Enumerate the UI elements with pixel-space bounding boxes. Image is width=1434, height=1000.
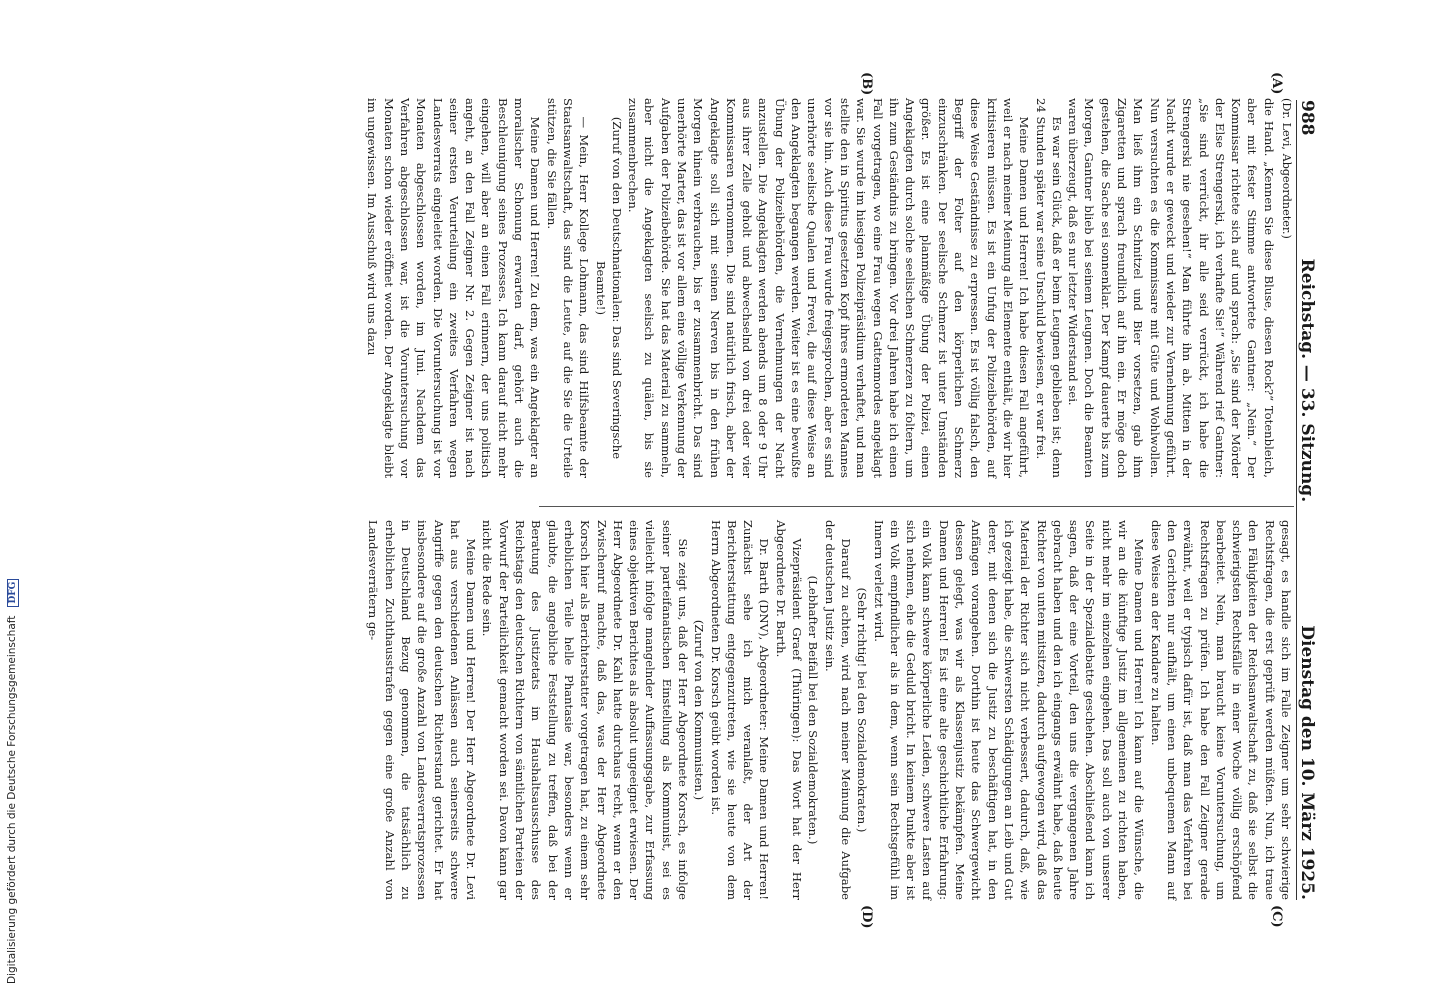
left-text-column	[364, 98, 1294, 478]
margin-mark-b: (B)	[859, 72, 874, 96]
paragraph: gesagt, es handle sich im Falle Zeigner um sehr schwierige Rechtsfragen, die erst geprüft werden müßten. Nun, ich traue den Fähigkeiten der Reichsanwaltschaft zu, daß sie selbst die schwierigsten Rechtsfälle in einer Woche völlig erschöpfend bearbeitet. Nein, man braucht keine Voruntersuchung, um Rechtsfragen zu prüfen. Ich habe den Fall Zeigner gerade erwähnt, weil er typisch dafür ist, daß man das Verfahren bei den Gerichten nur aufhält, um einen unbequemen Mann auf diese Weise an der Kandare zu halten.	[1148, 520, 1293, 900]
speaker-label: (Dr. Levi, Abgeordneter.)	[1280, 98, 1293, 239]
paragraph: Es war sein Glück, daß er beim Leugnen geblieben ist; denn 24 Stunden später war seine Unschuld bewiesen, er war frei.	[1033, 98, 1064, 478]
page-header	[1296, 100, 1329, 900]
column-divider	[539, 506, 1294, 507]
paragraph: — Mein, Herr Kollege Lohmann, das sind Hilfsbeamte der Staatsanwaltschaft, das sind die Leute, auf die Sie die Urteile stützen, die Sie fällen.	[544, 98, 592, 478]
page-number: 988	[1297, 100, 1317, 136]
margin-mark-c: (C)	[1269, 905, 1284, 928]
dfg-logo: DFG	[7, 579, 19, 607]
paragraph: Meine Damen und Herren! Ich kann auf die Wünsche, die wir an die künftige Justiz im allgemeinen zu richten haben, nicht mehr im einzelnen eingehen. Das soll auch von unserer Seite in der Spezialdebatte geschehen. Abschließend kann ich sagen, daß der eine Vorteil, den uns die vergangenen Jahre gebracht haben und den ich eingangs erwähnt habe, daß heute Richter von unten mitsitzen, dadurch aufgewogen wird, daß das Material der Richter sich nicht verbessert, dadurch, daß, wie ich gezeigt habe, die schwersten Schädigungen an Leib und Gut derer, mit denen sich die Justiz zu beschäftigen hat, in den Anfängen vorangehen. Dorthin ist heute das Schwergewicht dessen gelegt, was wir als Klassenjustiz bekämpfen. Meine Damen und Herren! Es ist eine alte geschichtliche Erfahrung: ein Volk kann schwere körperliche Leiden, schwere Lasten auf sich nehmen, ehe die Geduld bricht. In keinem Punkte aber ist ein Volk empfindlicher als in dem, wenn sein Rechtsgefühl im Innern verletzt wird.	[871, 520, 1147, 900]
digitization-note: Digitalisierung gefördert durch die Deutsche Forschungsgemeinschaft	[6, 615, 18, 984]
paragraph: Darauf zu achten, wird nach meiner Meinung die Aufgabe der deutschen Justiz sein.	[822, 520, 853, 900]
right-text-column	[365, 520, 1294, 900]
interjection: (Zuruf von den Kommunisten.)	[692, 619, 707, 801]
paragraph: Dr. Barth (DNV), Abgeordneter: Meine Damen und Herren! Zunächst sehe ich mich veranlaßt, der Art der Berichterstattung entgegenzutreten, wie sie heute von dem Herrn Abgeordneten Dr. Korsch geübt worden ist.	[708, 520, 772, 900]
interjection: (Lebhafter Beifall bei den Sozialdemokraten.)	[806, 575, 821, 845]
session-date: Dienstag den 10. März 1925.	[1297, 625, 1317, 900]
session-title: Reichstag. — 33. Sitzung.	[1297, 258, 1317, 503]
interjection: (Sehr richtig! bei den Sozialdemokraten.)	[855, 587, 870, 833]
paragraph: Vizepräsident Graef (Thüringen): Das Wort hat der Herr Abgeordnete Dr. Barth.	[773, 520, 805, 900]
paragraph: Sie zeigt uns, daß der Herr Abgeordnete Korsch, es infolge seiner parteifanatischen Einstellung als Kommunist, sei es vielleicht infolge mangelnder Auffassungsgabe, zur Erfassung eines objektiven Berichtes als absolut ungeeignet erwiesen. Der Herr Abgeordnete Dr. Kahl hatte durchaus recht, wenn er den Zwischenruf machte, daß das, was der Herr Abgeordnete Korsch hier als Berichterstatter vorgetragen hat, zu einem sehr erheblichen Teile helle Phantasie war, besonders wenn er glaubte, die angebliche Feststellung zu treffen, daß bei der Beratung des Justizetats im Haushaltsausschusse des Reichstags den deutschen Richtern von sämtlichen Parteien der Vorwurf der Parteilichkeit gemacht worden sei. Davon kann gar nicht die Rede sein.	[480, 520, 691, 900]
paragraph: Meine Damen und Herren! Ich habe diesen Fall angeführt, weil er nach meiner Meinung alle Elemente enthält, die wir hier kritisieren müssen. Es ist ein Unfug der Polizeibehörden, auf diese Weise Geständnisse zu erpressen. Es ist völlig falsch, den Begriff der Folter auf den körperlichen Schmerz einzuschränken. Der seelische Schmerz ist unter Umständen größer. Es ist eine planmäßige Übung der Polizei, einen Angeklagten durch solche seelischen Schmerzen zu foltern, um ihn zum Geständnis zu bringen. Vor drei Jahren habe ich einen Fall vorgetragen, wo eine Frau wegen Gattenmordes angeklagt war. Sie wurde im hiesigen Polizeipräsidium verhaftet, und man stellte den in Spiritus gesetzten Kopf ihres ermordeten Mannes vor sie hin. Auch diese Frau wurde freigesprochen, aber es sind unerhörte seelische Qualen und Frevel, die auf diese Weise an den Angeklagten begangen werden. Weiter ist es eine bewußte Übung der Polizeibehörden, die Vernehmungen der Nacht anzustellen. Die Angeklagten werden abends um 8 oder 9 Uhr aus ihrer Zelle geholt und abwechselnd von drei oder vier Kommissaren vernommen. Die sind natürlich frisch, aber der Angeklagte soll sich mit seinen Nerven bis in den frühen Morgen hinein verbrauchen, bis er zusammenbricht. Das sind unerhörte Marter, das ist vor allem eine völlige Verkennung der Aufgaben der Polizeibehörde. Sie hat das Material zu sammeln, aber nicht die Angeklagten seelisch zu quälen, bis sie zusammenbrechen.	[626, 98, 1032, 478]
digitization-footer	[0, 0, 16, 1000]
interjection: (Zuruf von den Deutschnationalen: Das sind Severingsche Beamte!)	[593, 116, 624, 460]
paragraph: Meine Damen und Herren! Zu dem, was ein Angeklagter an moralischer Schonung erwarten darf, gehört auch die Beschleunigung seines Prozesses. Ich kann darauf nicht mehr eingehen, will aber an einen Fall erinnern, der uns politisch angeht, an den Fall Zeigner Nr. 2. Gegen Zeigner ist nach seiner ersten Verurteilung ein zweites Verfahren wegen Landesverrats eingeleitet worden. Die Voruntersuchung ist vor Monaten abgeschlossen worden, im Juni. Nachdem das Verfahren abgeschlossen war, ist die Voruntersuchung vor Monaten schon wieder eröffnet worden. Der Angeklagte bleibt im ungewissen. Im Ausschuß wird uns dazu	[365, 98, 543, 478]
paragraph: die Hand. „Kennen Sie diese Bluse, diesen Rock?“ Totenbleich, aber mit fester Stimme antwortete Gantner: „Nein.“ Der Kommissar richtete sich auf und sprach: „Sie sind der Mörder der Else Strengerski, ich verhafte Sie!“ Während rief Gantner: „Sie sind verrückt, ihr alle seid verrückt, ich habe die Strengerski nie gesehen!“ Man führte ihn ab. Mitten in der Nacht wurde er geweckt und wieder zur Vernehmung geführt. Nun versuchten es die Kommissare mit Güte und Wohlwollen. Man ließ ihm ein Schnitzel und Bier vorsetzen, gab ihm Zigaretten und sprach freundlich auf ihn ein. Er möge doch gestehen, die Sache sei sonnenklar. Der Kampf dauerte bis zum Morgen, Gantner blieb bei seinem Leugnen. Doch die Beamten waren überzeugt, daß es nur letzter Widerstand sei.	[1066, 98, 1276, 478]
paragraph: Meine Damen und Herren! Der Herr Abgeordnete Dr. Levi hat aus verschiedenen Anlässen auch seinerseits schwere Angriffe gegen den deutschen Richterstand gerichtet. Er hat insbesondere auf die große Anzahl von Landesverratsprozessen in Deutschland Bezug genommen, die tatsächlich zu erheblichen Zuchthausstrafen gegen eine große Anzahl von Landesverrätern ge-	[366, 520, 479, 900]
margin-mark-d: (D)	[859, 905, 874, 929]
margin-mark-a: (A)	[1269, 72, 1284, 95]
